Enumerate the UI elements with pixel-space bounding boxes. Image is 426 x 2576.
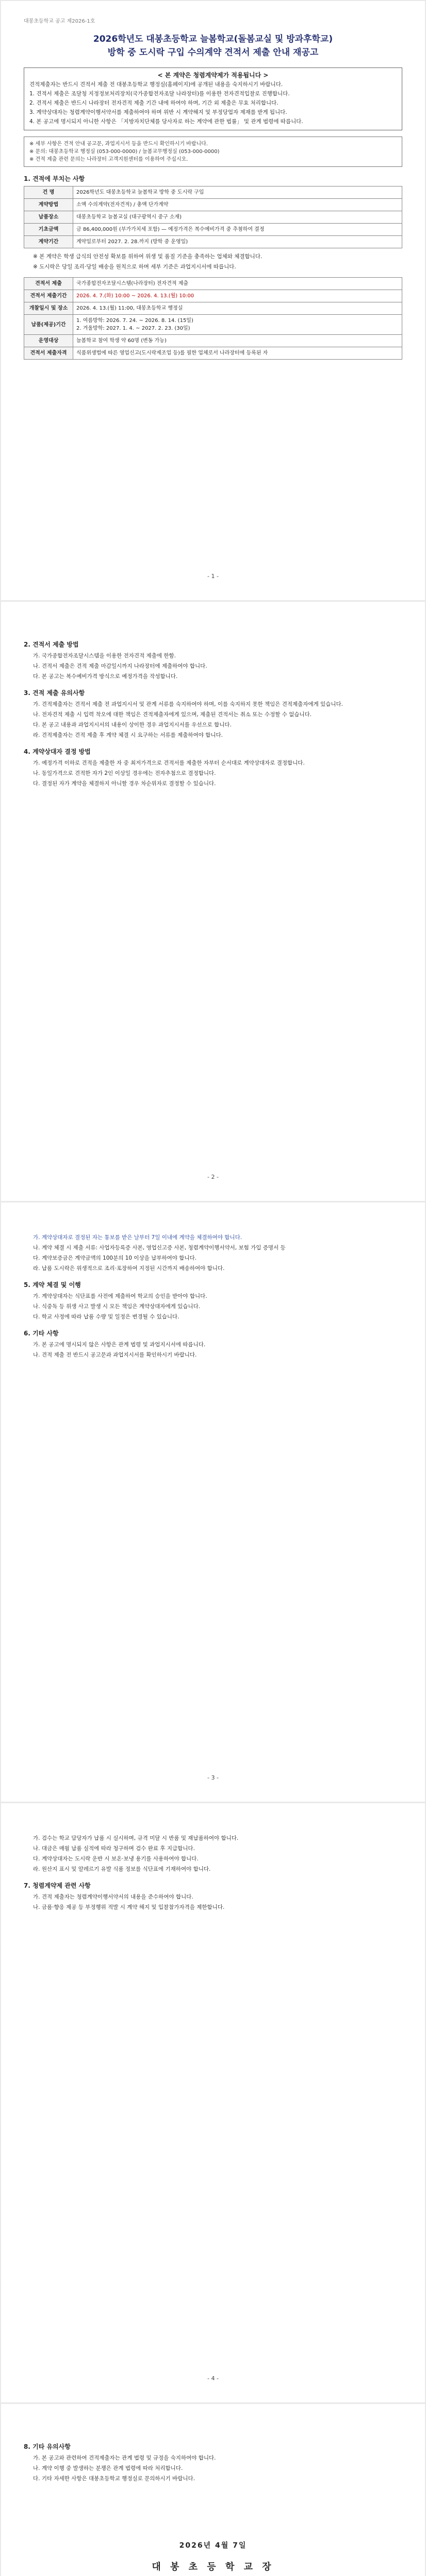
body-paragraph: 가. 견적제출자는 견적서 제출 전 과업지시서 및 관계 서류를 숙지하여야 하며, 이를 숙지하지 못한 책임은 견적제출자에게 있습니다. [33, 701, 343, 707]
body-paragraph: 가. 계약상대자로 결정된 자는 통보를 받은 날부터 7일 이내에 계약을 체결하여야 합니다. [33, 1234, 242, 1241]
remark-line: ※ 견적 제출 관련 문의는 나라장터 고객지원센터를 이용하여 주십시오. [29, 157, 188, 162]
doc-header: 대봉초등학교 공고 제2026-1호 [24, 19, 95, 24]
body-paragraph: 나. 계약 이행 중 발생하는 분쟁은 관계 법령에 따라 처리합니다. [33, 2465, 183, 2471]
body-paragraph: 나. 견적 제출 전 반드시 공고문과 과업지시서를 확인하시기 바랍니다. [33, 1352, 197, 1358]
body-paragraph: ※ 본 계약은 학생 급식의 안전성 확보를 위하여 위생 및 품질 기준을 충족하는 업체와 체결합니다. [33, 253, 263, 260]
section-2-title: 2. 견적서 제출 방법 [24, 641, 79, 648]
bid-info-table [24, 186, 402, 248]
body-paragraph: 나. 대금은 매월 납품 실적에 따라 청구하며 검수 완료 후 지급합니다. [33, 1845, 195, 1852]
body-paragraph: 가. 견적 제출자는 청렴계약이행서약서의 내용을 준수하여야 합니다. [33, 1894, 193, 1900]
doc-title [24, 32, 402, 59]
section-6-title: 6. 기타 사항 [24, 1330, 59, 1337]
notice-line: 견적제출자는 반드시 견적서 제출 전 대봉초등학교 행정실(홈페이지)에 공개된 내용을 숙지하시기 바랍니다. [29, 81, 283, 88]
document-page-4 [1, 1803, 425, 2402]
body-paragraph: ※ 도시락은 당일 조리·당일 배송을 원칙으로 하며 세부 기준은 과업지시서에 따릅니다. [33, 264, 236, 270]
page-number: - 3 - [207, 1774, 219, 1781]
body-paragraph: 다. 학교 사정에 따라 납품 수량 및 일정은 변경될 수 있습니다. [33, 1314, 179, 1320]
schedule-table [24, 277, 402, 360]
body-paragraph: 가. 국가종합전자조달시스템을 이용한 전자견적 제출에 한함. [33, 653, 176, 659]
notice-line: 4. 본 공고에 명시되지 아니한 사항은 「지방자치단체를 당사자로 하는 계약에 관한 법률」 및 관계 법령에 따릅니다. [29, 118, 303, 125]
document-page-3 [1, 1202, 425, 1802]
section-8-title: 8. 기타 유의사항 [24, 2443, 71, 2450]
body-paragraph: 가. 검수는 학교 담당자가 납품 시 실시하며, 규격 미달 시 반품 및 재납품하여야 합니다. [33, 1835, 239, 1841]
body-paragraph: 다. 계약보증금은 계약금액의 100분의 10 이상을 납부하여야 합니다. [33, 1255, 197, 1261]
integrity-notice-box [24, 67, 402, 130]
body-paragraph: 라. 납품 도시락은 위생적으로 조리·포장하여 지정된 시간까지 배송하여야 합니다. [33, 1265, 225, 1272]
body-paragraph: 라. 원산지 표시 및 알레르기 유발 식품 정보를 식단표에 기재하여야 합니다. [33, 1866, 211, 1872]
school-principal-signature: 대 봉 초 등 학 교 장 [152, 2562, 274, 2572]
body-paragraph: 라. 견적제출자는 견적 제출 후 계약 체결 시 요구하는 서류를 제출하여야 합니다. [33, 732, 223, 738]
document-page-1 [1, 1, 425, 600]
body-paragraph: 다. 결정된 자가 계약을 체결하지 아니할 경우 차순위자로 결정할 수 있습니다. [33, 781, 216, 787]
body-paragraph: 나. 동일가격으로 견적한 자가 2인 이상일 경우에는 전자추첨으로 결정합니다. [33, 770, 216, 776]
body-paragraph: 나. 계약 체결 시 제출 서류: 사업자등록증 사본, 영업신고증 사본, 청렴계약이행서약서, 보험 가입 증명서 등 [33, 1245, 286, 1251]
page-number: - 2 - [207, 1174, 219, 1180]
body-paragraph: 다. 본 공고 내용과 과업지시서의 내용이 상이한 경우 과업지시서를 우선으로 합니다. [33, 722, 232, 728]
body-paragraph: 가. 본 공고에 명시되지 않은 사항은 관계 법령 및 과업지시서에 따릅니다. [33, 1342, 206, 1348]
section-5-title: 5. 계약 체결 및 이행 [24, 1281, 81, 1289]
body-paragraph: 나. 전자견적 제출 시 입력 착오에 대한 책임은 견적제출자에게 있으며, 제출된 견적서는 취소 또는 수정할 수 없습니다. [33, 711, 312, 718]
notice-box-title: < 본 계약은 청렴계약제가 적용됩니다 > [157, 72, 269, 79]
remark-box [24, 137, 402, 167]
table-row: 견적서 제출 국가종합전자조달시스템(나라장터) 전자견적 제출 [24, 278, 402, 290]
body-paragraph: 가. 본 공고와 관련하여 견적제출자는 관계 법령 및 규정을 숙지하여야 합니다. [33, 2455, 216, 2461]
table-row: 계약기간 계약일로부터 2027. 2. 28.까지 (방학 중 운영일) [24, 236, 402, 248]
table-row: 견적서 제출자격 식품위생법에 따른 영업신고(도시락제조업 등)를 필한 업체로서 나라장터에 등록된 자 [24, 347, 402, 360]
table-row: 개찰일시 및 장소 2026. 4. 13.(월) 11:00, 대봉초등학교 행정실 [24, 302, 402, 315]
document-page-5 [1, 2404, 425, 2576]
remark-line: ※ 문의: 대봉초등학교 행정실 (053-000-0000) / 늘봄교무행정실 (053-000-0000) [29, 149, 220, 155]
body-paragraph: 가. 계약상대자는 식단표를 사전에 제출하여 학교의 승인을 받아야 합니다. [33, 1293, 207, 1299]
body-paragraph: 다. 기타 자세한 사항은 대봉초등학교 행정실로 문의하시기 바랍니다. [33, 2476, 195, 2482]
section-1-title: 1. 견적에 부치는 사항 [24, 175, 85, 182]
table-row: 건 명 2026학년도 대봉초등학교 늘봄학교 방학 중 도시락 구입 [24, 187, 402, 199]
body-paragraph: 가. 예정가격 이하로 견적을 제출한 자 중 최저가격으로 견적서를 제출한 자부터 순서대로 계약상대자로 결정합니다. [33, 760, 305, 766]
notice-line: 3. 계약상대자는 청렴계약이행서약서를 제출하여야 하며 위반 시 계약해지 및 부정당업자 제재를 받게 됩니다. [29, 109, 287, 115]
section-3-title: 3. 견적 제출 유의사항 [24, 689, 85, 697]
notice-date: 2026년 4월 7일 [179, 2541, 247, 2550]
table-row: 납품(제공)기간 1. 여름방학: 2026. 7. 24. ~ 2026. 8. 14. (15일) 2. 겨울방학: 2027. 1. 4. ~ 2027. 2. 23. (30일) [24, 315, 402, 335]
page-number: - 1 - [207, 573, 219, 580]
table-row: 운영대상 늘봄학교 참여 학생 약 60명 (변동 가능) [24, 335, 402, 347]
table-row: 견적서 제출기간 2026. 4. 7.(화) 10:00 ~ 2026. 4. 13.(월) 10:00 [24, 290, 402, 302]
table-row: 납품장소 대봉초등학교 늘봄교실 (대구광역시 중구 소재) [24, 211, 402, 224]
document-page-2 [1, 602, 425, 1201]
body-paragraph: 나. 견적서 제출은 견적 제출 마감일시까지 나라장터에 제출하여야 합니다. [33, 663, 207, 669]
remark-line: ※ 세부 사항은 견적 안내 공고문, 과업지시서 등을 반드시 확인하시기 바랍니다. [29, 141, 208, 147]
page-number: - 4 - [207, 2375, 219, 2382]
body-paragraph: 다. 본 공고는 복수예비가격 방식으로 예정가격을 작성합니다. [33, 673, 178, 680]
body-paragraph: 나. 금품·향응 제공 등 부정행위 적발 시 계약 해지 및 입찰참가자격을 제한합니다. [33, 1904, 225, 1910]
table-row: 계약방법 소액 수의계약(전자견적) / 총액 단가계약 [24, 199, 402, 211]
notice-line: 2. 견적서 제출은 반드시 나라장터 전자견적 제출 기간 내에 하여야 하며, 기간 외 제출은 무효 처리합니다. [29, 100, 278, 106]
table-row: 기초금액 금 86,400,000원 (부가가치세 포함) — 예정가격은 복수예비가격 중 추첨하여 결정 [24, 224, 402, 236]
body-paragraph: 나. 식중독 등 위생 사고 발생 시 모든 책임은 계약상대자에게 있습니다. [33, 1303, 201, 1310]
doc-title-line1: 2026학년도 대봉초등학교 늘봄학교(돌봄교실 및 방과후학교) [93, 34, 333, 44]
doc-title-line2: 방학 중 도시락 구입 수의계약 견적서 제출 안내 재공고 [107, 47, 319, 58]
body-paragraph: 다. 계약상대자는 도시락 운반 시 보온·보냉 용기를 사용하여야 합니다. [33, 1856, 199, 1862]
section-4-title: 4. 계약상대자 결정 방법 [24, 748, 91, 755]
section-7-title: 7. 청렴계약제 관련 사항 [24, 1882, 91, 1889]
notice-line: 1. 견적서 제출은 조달청 지정정보처리장치(국가종합전자조달 나라장터)를 이용한 전자견적입찰로 진행합니다. [29, 91, 290, 97]
